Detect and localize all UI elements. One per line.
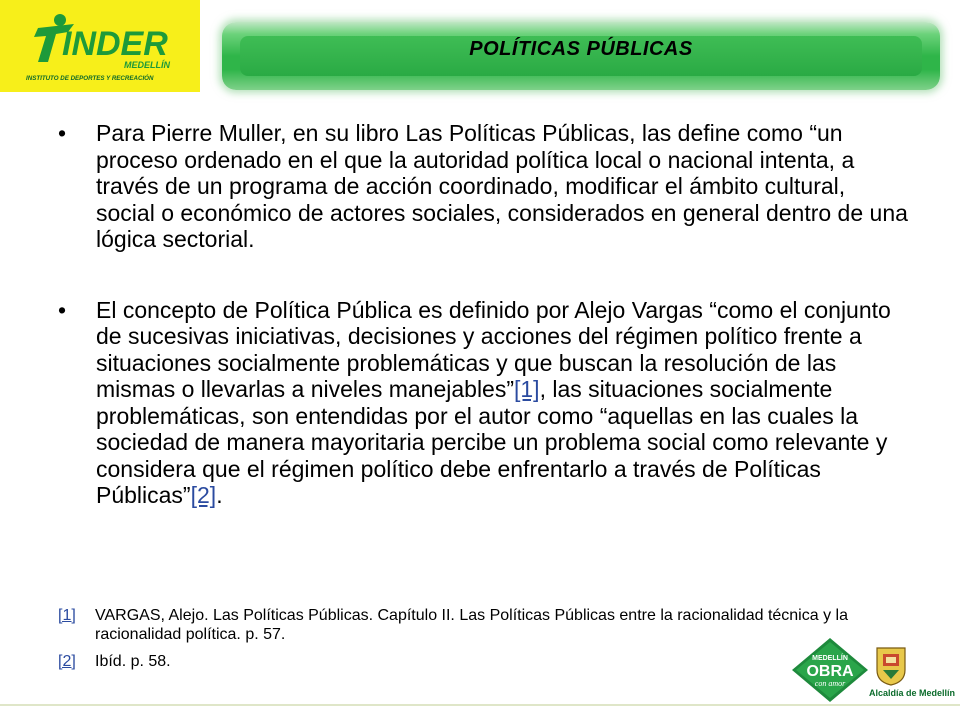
footnote-link-2[interactable]: [2] — [190, 482, 217, 508]
bullet-text-part: . — [216, 482, 223, 508]
obra-sub-text: con amor — [814, 679, 846, 688]
obra-main-text: OBRA — [806, 663, 854, 680]
inder-logo-graphic — [18, 10, 188, 84]
bullet-text-part: , las situaciones socialmente problemáticas, son entendidas por el autor como “aquellas en las cuales la sociedad de manera mayoritaria percibe un problema social como relevante y considera que el régimen político debe enfrentarlo a través de Políticas Públicas” — [96, 376, 888, 508]
footnotes — [58, 606, 918, 671]
bullet-text-vargas — [96, 297, 891, 509]
footnote-link-1[interactable]: [1] — [514, 376, 540, 402]
bullet-icon: • — [58, 296, 67, 323]
alcaldia-label: Alcaldía de Medellín — [868, 688, 956, 698]
bullet-text-part: El concepto de Política Pública es definido por Alejo Vargas “como el conjunto de sucesivas iniciativas, decisiones y acciones del régimen político frente a situaciones socialmente problemáticas y que buscan la resolución de las mismas o llevarlas a niveles manejables” — [96, 296, 891, 402]
bullet-text-muller: Para Pierre Muller, en su libro Las Políticas Públicas, las define como “un proceso ordenado en el que la autoridad política local o nacional intenta, a través de un programa de acción coordinado, modificar el ámbito cultural, social o económico de actores sociales, considerados en general dentro de una lógica sectorial. — [96, 120, 908, 252]
obra-con-amor-logo — [790, 636, 870, 704]
inder-city-text: MEDELLÍN — [124, 60, 170, 70]
footnote-text: VARGAS, Alejo. Las Políticas Públicas. Capítulo II. Las Políticas Públicas entre la racionalidad técnica y la racionalidad política. p. 57. — [95, 607, 848, 643]
inder-subtitle-text: INSTITUTO DE DEPORTES Y RECREACIÓN — [26, 75, 154, 82]
footnote-text: Ibíd. p. 58. — [95, 653, 171, 670]
footnote-ref-2[interactable]: [2] — [58, 653, 76, 670]
bullet-icon: • — [58, 120, 67, 146]
inder-brand-text: INDER — [62, 25, 168, 63]
page-title: POLÍTICAS PÚBLICAS — [469, 38, 693, 60]
footnote — [58, 652, 918, 671]
bottom-strip — [0, 704, 960, 722]
list-item — [58, 297, 908, 509]
list-item — [58, 120, 908, 253]
obra-top-text: MEDELLÍN — [812, 655, 848, 662]
content-list — [58, 120, 908, 509]
inder-logo — [0, 0, 200, 92]
medellin-seal-icon — [874, 646, 908, 686]
footnote — [58, 606, 918, 644]
footnote-ref-1[interactable]: [1] — [58, 607, 76, 624]
